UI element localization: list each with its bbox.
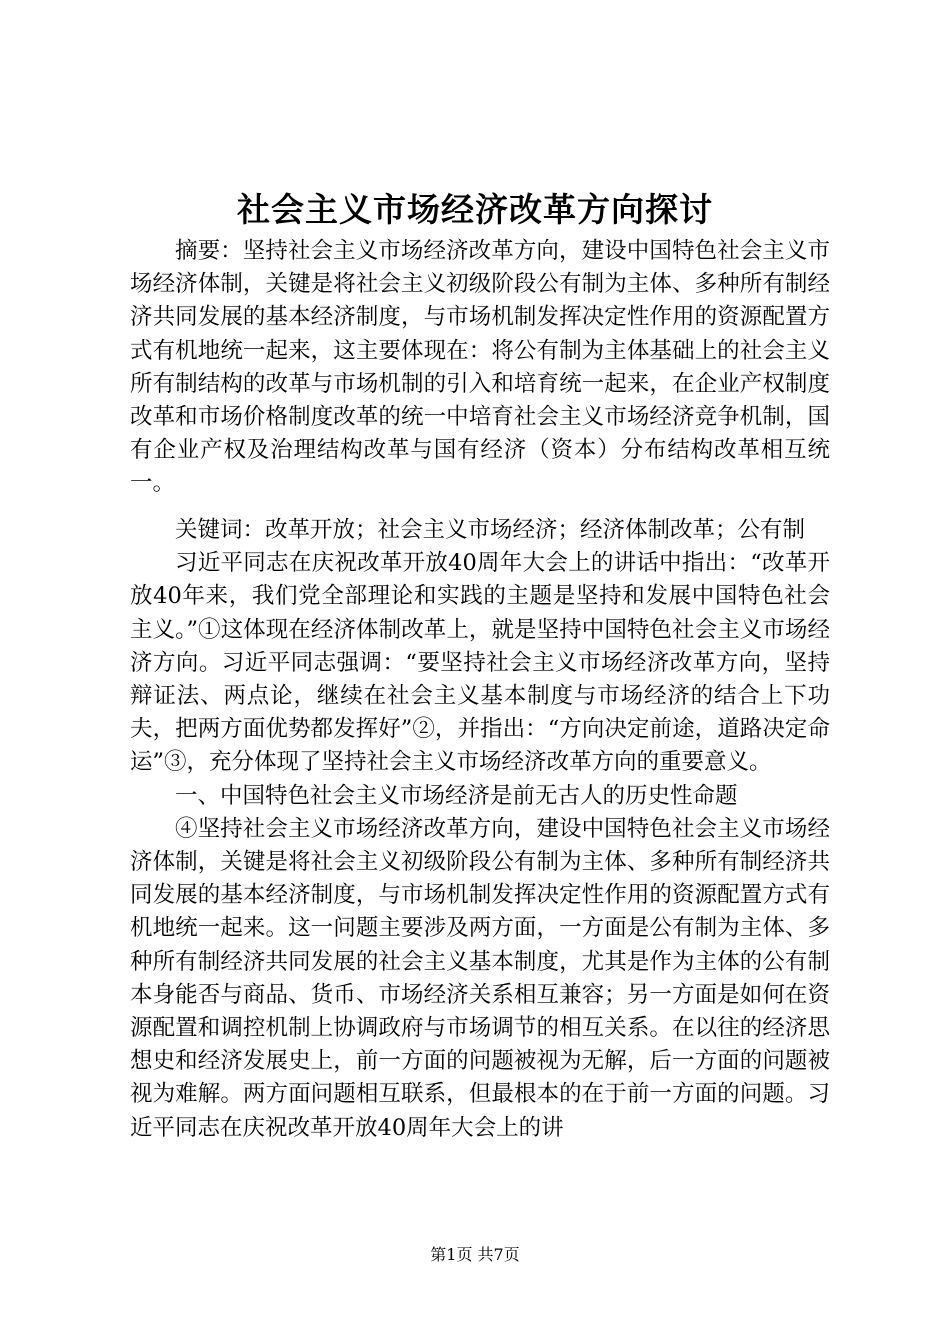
abstract-paragraph: 摘要：坚持社会主义市场经济改革方向，建设中国特色社会主义市场经济体制，关键是将社会主义初级阶段公有制为主体、多种所有制经济共同发展的基本经济制度，与市场机制发挥决定性作用的资源配置方式有机地统一起来，这主要体现在：将公有制为主体基础上的社会主义所有制结构的改革与市场机制的引入和培育统一起来，在企业产权制度改革和市场价格制度改革的统一中培育社会主义市场经济竞争机制，国有企业产权及治理结构改革与国有经济（资本）分布结构改革相互统一。	[130, 238, 830, 497]
page-footer: 第1页 共7页	[430, 1245, 520, 1264]
page-title: 社会主义市场经济改革方向探讨	[237, 190, 713, 229]
body-paragraph-1: 习近平同志在庆祝改革开放40周年大会上的讲话中指出：“改革开放40年来，我们党全部理论和实践的主题是坚持和发展中国特色社会主义。”①这体现在经济体制改革上，就是坚持中国特色社会主义市场经济方向。习近平同志强调：“要坚持社会主义市场经济改革方向，坚持辩证法、两点论，继续在社会主义基本制度与市场经济的结合上下功夫，把两方面优势都发挥好”②，并指出：“方向决定前途，道路决定命运”③，充分体现了坚持社会主义市场经济改革方向的重要意义。	[130, 550, 830, 776]
keywords-paragraph: 关键词：改革开放；社会主义市场经济；经济体制改革；公有制	[175, 517, 806, 543]
section-heading: 一、中国特色社会主义市场经济是前无古人的历史性命题	[175, 782, 738, 809]
body-block	[130, 514, 830, 1145]
body-paragraph-2: ④坚持社会主义市场经济改革方向，建设中国特色社会主义市场经济体制，关键是将社会主义初级阶段公有制为主体、多种所有制经济共同发展的基本经济制度，与市场机制发挥决定性作用的资源配置方式有机地统一起来。这一问题主要涉及两方面，一方面是公有制为主体、多种所有制经济共同发展的社会主义基本制度，尤其是作为主体的公有制本身能否与商品、货币、市场经济关系相互兼容；另一方面是如何在资源配置和调控机制上协调政府与市场调节的相互关系。在以往的经济思想史和经济发展史上，前一方面的问题被视为无解，后一方面的问题被视为难解。两方面问题相互联系，但最根本的在于前一方面的问题。习近平同志在庆祝改革开放40周年大会上的讲	[130, 815, 830, 1141]
abstract-block	[130, 235, 830, 501]
